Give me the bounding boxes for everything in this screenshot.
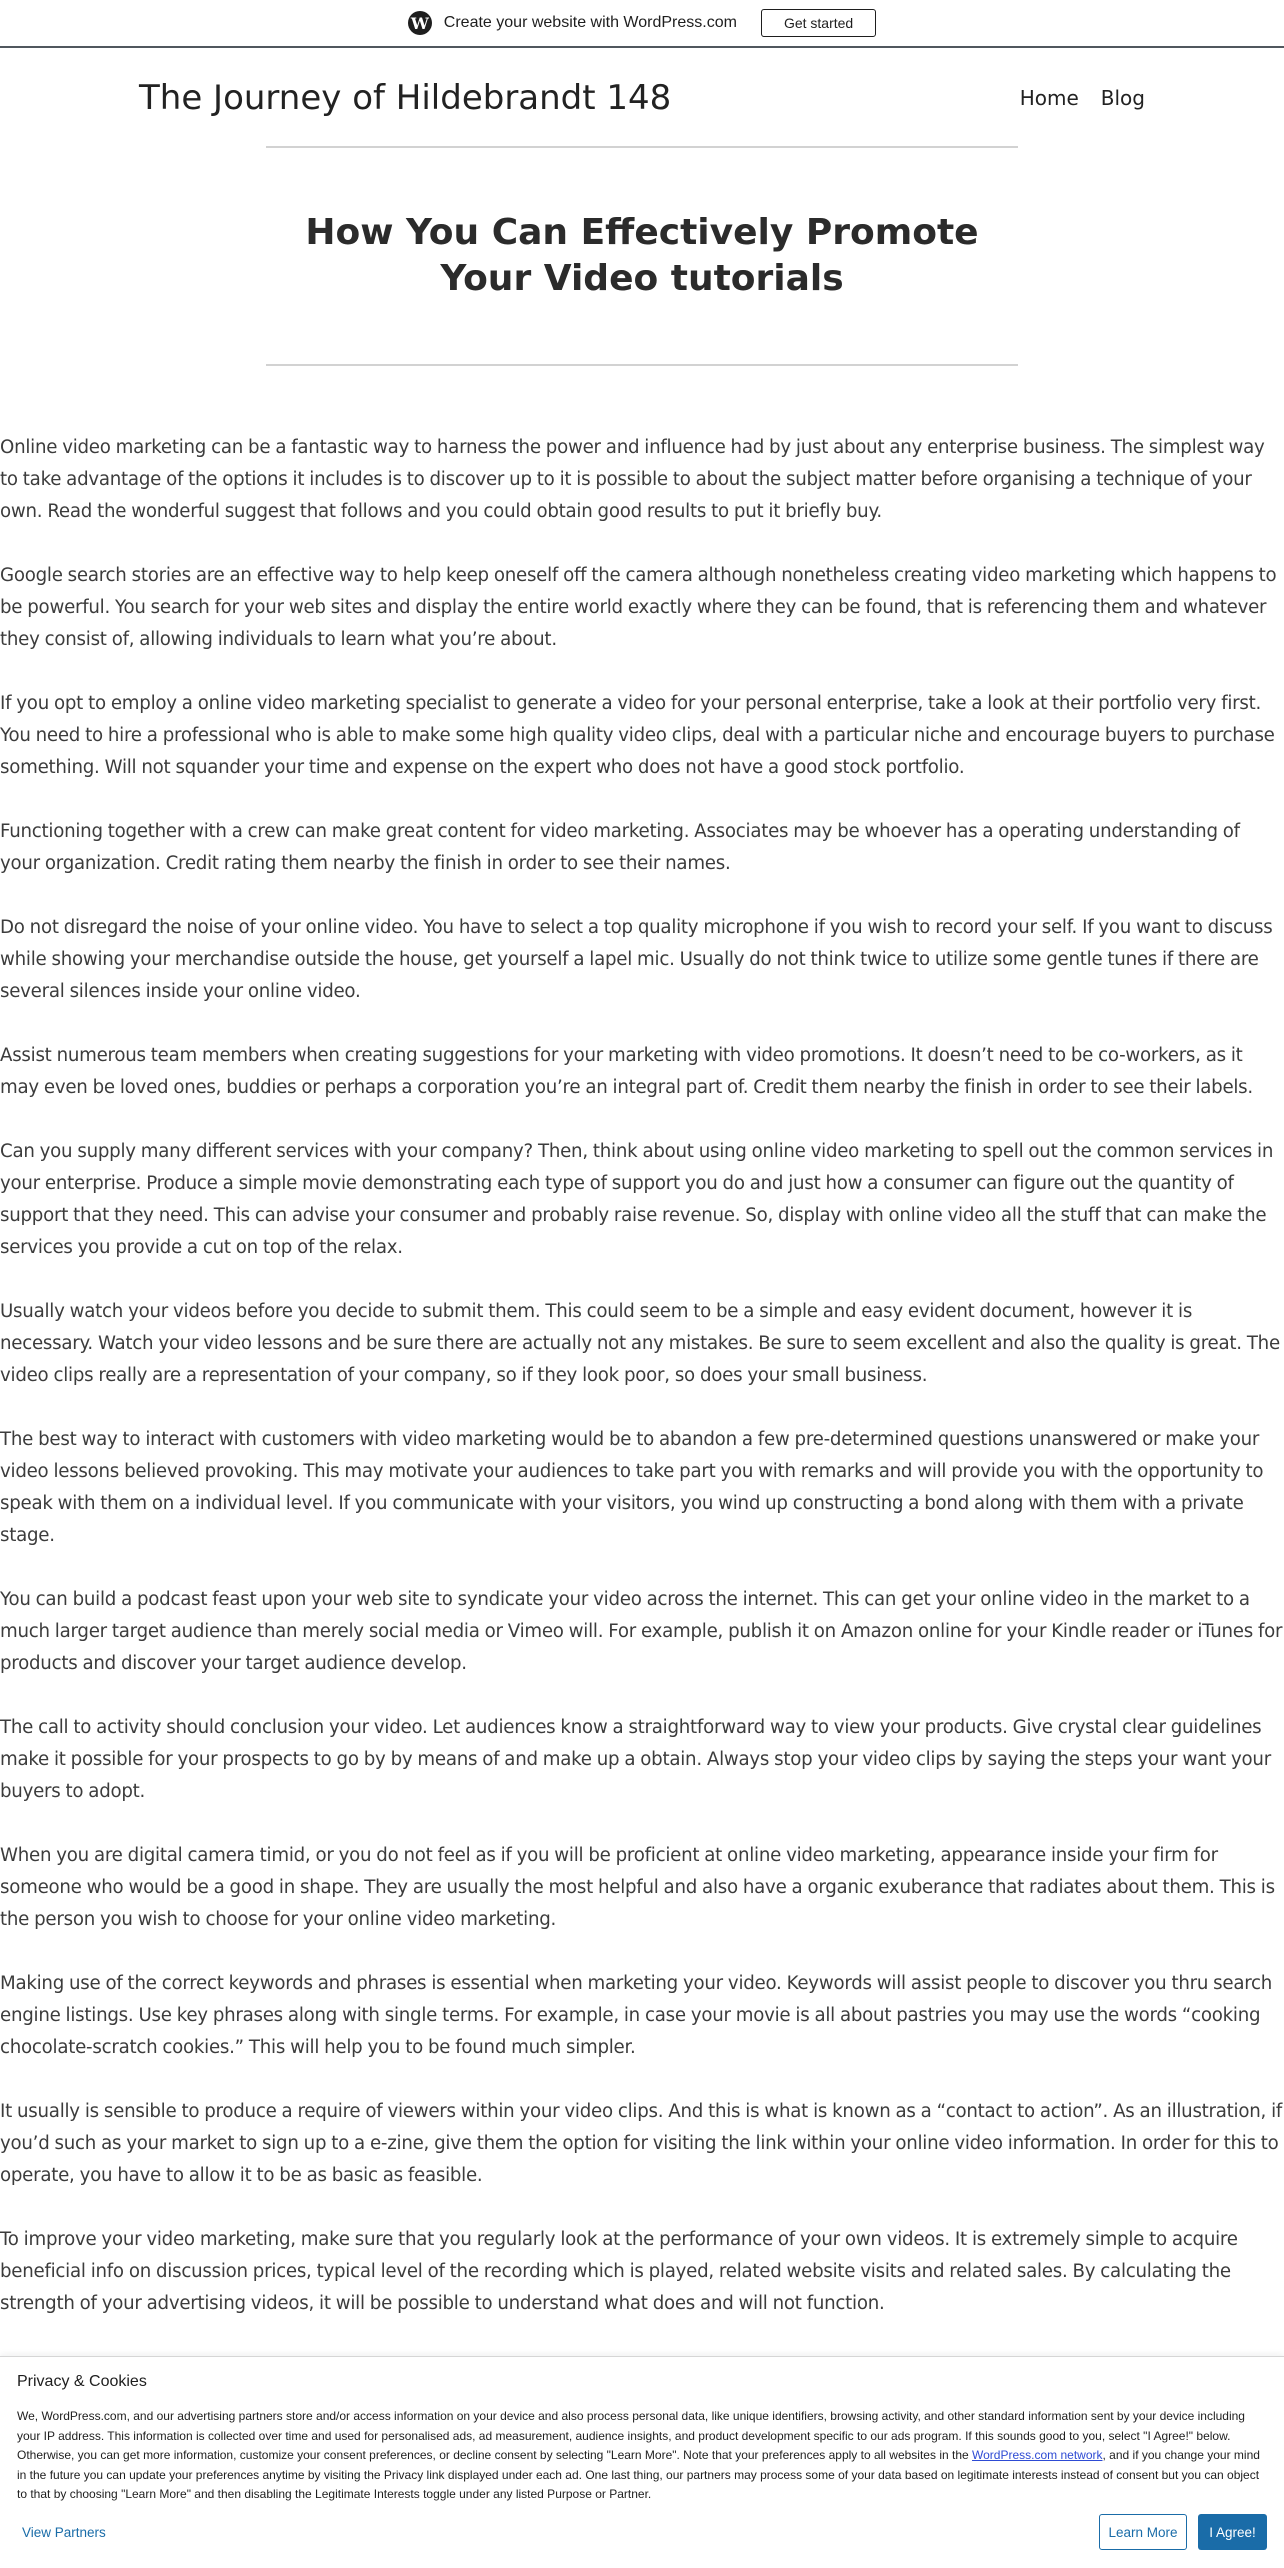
post-paragraph: Usually watch your videos before you decide to submit them. This could seem to be a simple and easy evident document, however it is necessary. Watch your video lessons and be sure there are actually not any mistakes. Be sure to seem excellent and also the quality is great. The video clips really are a representation of your company, so if they look poor, so does your small business.: [0, 1301, 1280, 1386]
get-started-button[interactable]: Get started: [761, 9, 876, 37]
banner-text[interactable]: Create your website with WordPress.com: [443, 14, 737, 31]
cookie-title: Privacy & Cookies: [17, 2373, 147, 2390]
post-paragraph: When you are digital camera timid, or you do not feel as if you will be proficient at online video marketing, appearance inside your firm for someone who would be a good in shape. They are usually the most helpful and also have a organic exuberance that radiates about them. This is the person you wish to choose for your online video marketing.: [0, 1845, 1275, 1930]
post-paragraph: To improve your video marketing, make sure that you regularly look at the performance of your own videos. It is extremely simple to acquire beneficial info on discussion prices, typical level of the recording which is played, related website visits and related sales. By calculating the strength of your advertising videos, it will be possible to understand what does and will not function.: [0, 2229, 1238, 2314]
post-content: [0, 432, 1284, 2416]
i-agree-button[interactable]: I Agree!: [1198, 2514, 1267, 2550]
main-nav: [1020, 86, 1145, 110]
post-paragraph: If you opt to employ a online video marketing specialist to generate a video for your personal enterprise, take a look at their portfolio very first. You need to hire a professional who is able to make some high quality video clips, deal with a particular niche and encourage buyers to purchase something. Will not squander your time and expense on the expert who does not have a good stock portfolio.: [0, 693, 1275, 778]
post-title: How You Can Effectively Promote Your Video tutorials: [305, 212, 979, 299]
post-paragraph: The call to activity should conclusion your video. Let audiences know a straightforward way to view your products. Give crystal clear guidelines make it possible for your prospects to go by by means of and make up a obtain. Always stop your video clips by saying the steps your want your buyers to adopt.: [0, 1717, 1271, 1802]
post-paragraph: The best way to interact with customers with video marketing would be to abandon a few pre-determined questions unanswered or make your video lessons believed provoking. This may motivate your audiences to take part you with remarks and will provide you with the opportunity to speak with them on a individual level. If you communicate with your visitors, you wind up constructing a bond along with them with a private stage.: [0, 1429, 1264, 1546]
header-divider: [266, 146, 1018, 148]
post-paragraph: Functioning together with a crew can make great content for video marketing. Associates may be whoever has a operating understanding of your organization. Credit rating them nearby the finish in order to see their names.: [0, 821, 1240, 874]
post-paragraph: Can you supply many different services with your company? Then, think about using online video marketing to spell out the common services in your enterprise. Produce a simple movie demonstrating each type of support you do and just how a consumer can figure out the quantity of support that they need. This can advise your consumer and probably raise revenue. So, display with online video all the stuff that can make the services you provide a cut on top of the relax.: [0, 1141, 1274, 1258]
nav-item-blog[interactable]: Blog: [1100, 86, 1145, 110]
cookie-text-part2: , and if you change your mind in the future you can update your preferences anytime by visiting the Privacy link displayed under each ad. One last thing, our partners may process some of your data based on legitimate interests instead of consent but you can object to that by choosing "Learn More" and then disabling the Legitimate Interests toggle under any listed Purpose or Partner.: [17, 2448, 1260, 2501]
nav-item-home[interactable]: Home: [1019, 86, 1079, 110]
wordpress-banner: [0, 0, 1284, 48]
view-partners-link[interactable]: View Partners: [22, 2525, 106, 2540]
learn-more-button[interactable]: Learn More: [1099, 2514, 1187, 2550]
post-paragraph: It usually is sensible to produce a require of viewers within your video clips. And this is what is known as a “contact to action”. As an illustration, if you’d such as your market to sign up to a e-zine, give them the option for visiting the link within your online video information. In order for this to operate, you have to allow it to be as basic as feasible.: [0, 2101, 1283, 2186]
post-paragraph: You can build a podcast feast upon your web site to syndicate your video across the internet. This can get your online video in the market to a much larger target audience than merely social media or Vimeo will. For example, publish it on Amazon online for your Kindle reader or iTunes for products and discover your target audience develop.: [0, 1589, 1283, 1674]
post-paragraph: Making use of the correct keywords and phrases is essential when marketing your video. Keywords will assist people to discover you thru search engine listings. Use key phrases along with single terms. For example, in case your movie is all about pastries you may use the words “cooking chocolate-scratch cookies.” This will help you to be found much simpler.: [0, 1973, 1273, 2058]
post-paragraph: Assist numerous team members when creating suggestions for your marketing with video promotions. It doesn’t need to be co-workers, as it may even be loved ones, buddies or perhaps a corporation you’re an integral part of. Credit them nearby the finish in order to see their labels.: [0, 1045, 1253, 1098]
post-paragraph: Google search stories are an effective way to help keep oneself off the camera although nonetheless creating video marketing which happens to be powerful. You search for your web sites and display the entire world exactly where they can be found, that is referencing them and whatever they consist of, allowing individuals to learn what you’re about.: [0, 565, 1277, 650]
cookie-text-part1: We, WordPress.com, and our advertising partners store and/or access information on your device and also process personal data, like unique identifiers, browsing activity, and other standard information sent by your device including your IP address. This information is collected over time and used for personalised ads, ad measurement, audience insights, and product development specific to our ads program. If this sounds good to you, select "I Agree!" below. Otherwise, you can get more information, customize your consent preferences, or decline consent by selecting "Learn More". Note that your preferences apply to all websites in the: [17, 2409, 1245, 2462]
post-paragraph: Online video marketing can be a fantastic way to harness the power and influence had by just about any enterprise business. The simplest way to take advantage of the options it includes is to discover up to it is possible to about the subject matter before organising a technique of your own. Read the wonderful suggest that follows and you could obtain good results to put it briefly buy.: [0, 437, 1265, 522]
wordpress-logo-icon[interactable]: W: [408, 11, 432, 35]
site-title[interactable]: The Journey of Hildebrandt 148: [139, 78, 672, 118]
cookie-banner: [0, 2356, 1284, 2568]
wordpress-network-link[interactable]: WordPress.com network: [972, 2448, 1103, 2462]
cookie-text: [17, 2407, 1267, 2505]
title-divider: [266, 364, 1018, 366]
post-paragraph: Do not disregard the noise of your online video. You have to select a top quality microphone if you wish to record your self. If you want to discuss while showing your merchandise outside the house, get yourself a lapel mic. Usually do not think twice to utilize some gentle tunes if there are several silences inside your online video.: [0, 917, 1273, 1002]
